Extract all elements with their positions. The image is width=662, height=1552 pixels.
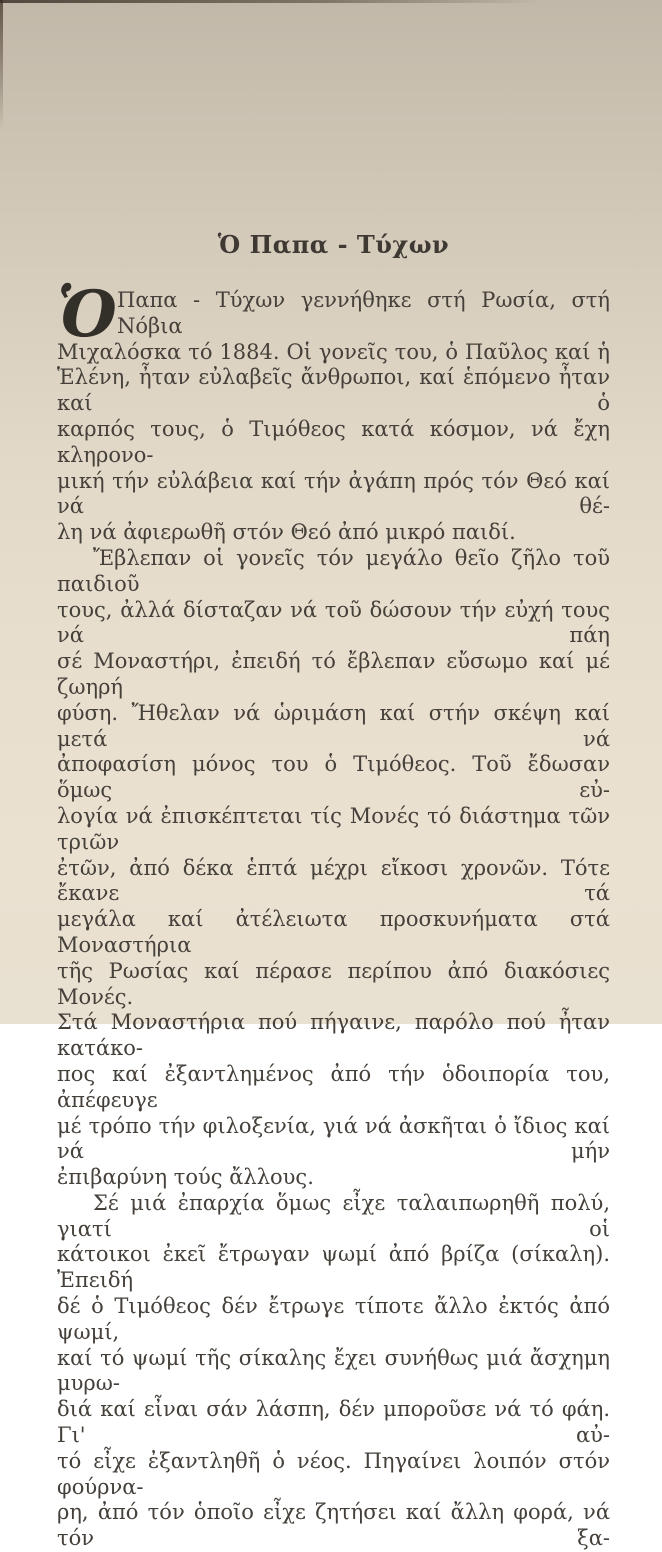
text-line: δέ ὁ Τιμόθεος δέν ἔτρωγε τίποτε ἄλλο ἐκτός ἀπό ψωμί,	[57, 1294, 610, 1344]
text-line: Ἑλένη, ἦταν εὐλαβεῖς ἄνθρωποι, καί ἑπόμενο ἦταν καί ὁ	[57, 365, 610, 416]
page-body	[57, 277, 610, 1552]
paragraph-1	[57, 277, 610, 546]
text-line: μέ τρόπο τήν φιλοξενία, γιά νά ἀσκῆται ὁ ἴδιος καί νά μήν	[57, 1113, 610, 1164]
text-line: τῆς Ρωσίας καί πέρασε περίπου ἀπό διακόσιες Μονές.	[57, 958, 610, 1009]
text-line: Μιχαλόσκα τό 1884. Οἱ γονεῖς του, ὁ Παῦλος καί ἡ	[57, 339, 610, 364]
page-title: Ὁ Παπα - Τύχων	[217, 230, 450, 259]
text-line: μεγάλα καί ἀτέλειωτα προσκυνήματα στά Μοναστήρια	[57, 907, 610, 957]
text-line: ἐτῶν, ἀπό δέκα ἑπτά μέχρι εἴκοσι χρονῶν. Τότε ἔκανε τά	[57, 855, 610, 906]
paragraph-3	[57, 1191, 610, 1552]
text-line: κάτοικοι ἐκεῖ ἔτρωγαν ψωμί ἀπό βρίζα (σίκαλη). Ἐπειδή	[57, 1242, 610, 1293]
text-line: τό εἶχε ἐξαντληθῆ ὁ νέος. Πηγαίνει λοιπόν στόν φούρνα-	[57, 1448, 610, 1499]
text-line: φύση. Ἤθελαν νά ὡριμάση καί στήν σκέψη καί μετά νά	[57, 700, 610, 751]
photo-left-edge-shadow	[0, 0, 3, 130]
paragraph-2	[57, 546, 610, 1191]
text-line: Σέ μιά ἐπαρχία ὅμως εἶχε ταλαιπωρηθῆ πολύ, γιατί οἱ	[57, 1190, 610, 1241]
drop-cap: Ὁ	[57, 277, 117, 352]
text-line: καρπός τους, ὁ Τιμόθεος κατά κόσμον, νά ἔχη κληρονο-	[57, 416, 610, 467]
text-line: διά καί εἶναι σάν λάσπη, δέν μποροῦσε νά τό φάη. Γι' αὐ-	[57, 1397, 610, 1448]
text-line: σέ Μοναστήρι, ἐπειδή τό ἔβλεπαν εὔσωμο καί μέ ζωηρή	[57, 649, 610, 699]
photo-top-edge-shadow	[0, 0, 540, 3]
text-line: λογία νά ἐπισκέπτεται τίς Μονές τό διάστημα τῶν τριῶν	[57, 803, 610, 854]
text-line: ἀποφασίση μόνος του ὁ Τιμόθεος. Τοῦ ἔδωσαν ὅμως εὐ-	[57, 752, 610, 803]
text-line: τους, ἀλλά δίσταζαν νά τοῦ δώσουν τήν εὐχή τους νά πάη	[57, 597, 610, 648]
text-line: λη νά ἀφιερωθῆ στόν Θεό ἀπό μικρό παιδί.	[57, 520, 516, 545]
text-line: Ἔβλεπαν οἱ γονεῖς τόν μεγάλο θεῖο ζῆλο τοῦ παιδιοῦ	[57, 545, 610, 596]
text-line: πος καί ἐξαντλημένος ἀπό τήν ὁδοιπορία του, ἀπέφευγε	[57, 1061, 610, 1112]
text-line: μική τήν εὐλάβεια καί τήν ἀγάπη πρός τόν Θεό καί νά θέ-	[57, 468, 610, 519]
text-line: Παπα - Τύχων γεννήθηκε στή Ρωσία, στή Νόβια	[117, 288, 610, 338]
text-line: ἐπιβαρύνη τούς ἄλλους.	[57, 1165, 314, 1190]
text-line: Στά Μοναστήρια πού πήγαινε, παρόλο πού ἦταν κατάκο-	[57, 1010, 610, 1061]
text-line: ρη, ἀπό τόν ὁποῖο εἶχε ζητήσει καί ἄλλη φορά, νά τόν ξα-	[57, 1500, 610, 1551]
text-line: καί τό ψωμί τῆς σίκαλης ἔχει συνήθως μιά ἄσχημη μυρω-	[57, 1345, 610, 1396]
